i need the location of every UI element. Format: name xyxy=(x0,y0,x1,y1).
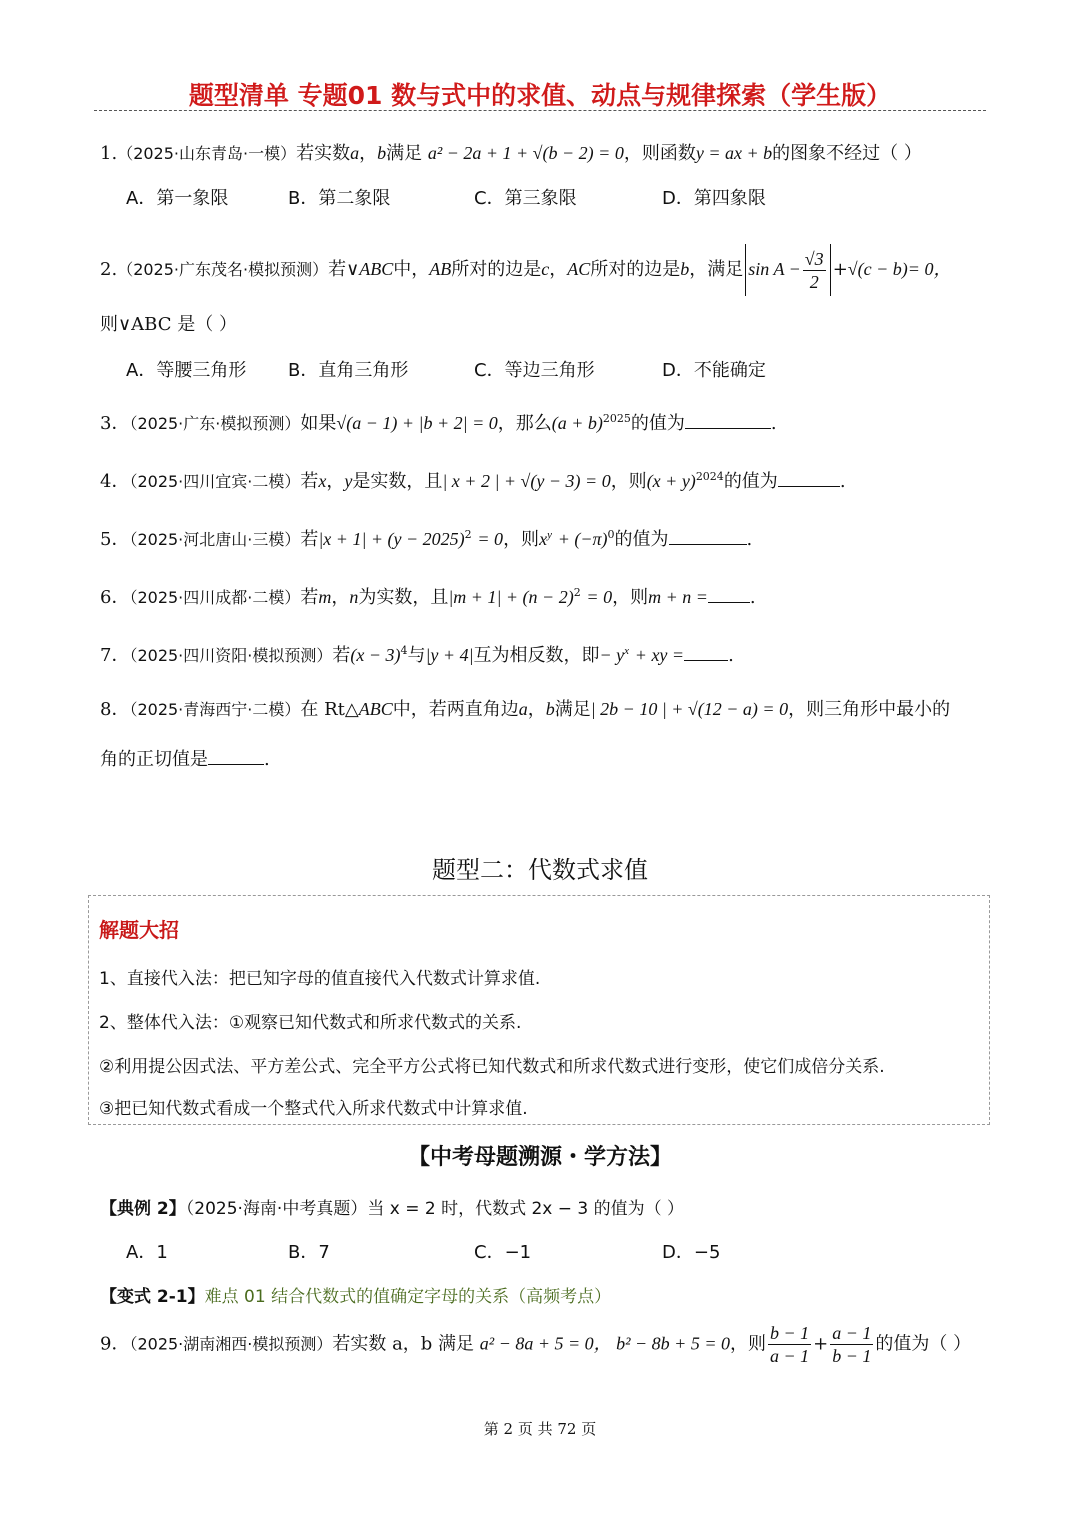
question-text: 若 xyxy=(300,587,319,608)
question-number: 9． xyxy=(100,1333,130,1355)
question-number: 8． xyxy=(100,699,130,720)
question-text: 所对的边是 xyxy=(451,259,542,280)
question-source: （2025·四川资阳·模拟预测） xyxy=(129,646,333,665)
math-expression: (x − 3) xyxy=(350,645,401,665)
math-expression: + (−π) xyxy=(557,529,608,549)
math-expression: m + n = xyxy=(648,587,708,607)
question-text: 满足 xyxy=(386,143,423,164)
abs-bar-left xyxy=(745,244,746,296)
math-expression: (x + y) xyxy=(646,471,696,491)
math-exponent: 2 xyxy=(464,528,472,541)
question-source: （2025·四川成都·二模） xyxy=(129,588,301,607)
abs-bar-right xyxy=(830,244,831,296)
question-source: （2025·河北唐山·三模） xyxy=(129,530,301,549)
answer-blank[interactable] xyxy=(208,746,264,765)
question-source: （2025·山东青岛·一模） xyxy=(117,144,297,163)
math-expression: − y xyxy=(599,645,625,665)
math-exponent: 2 xyxy=(573,586,581,599)
question-text: ，则函数 xyxy=(623,143,696,164)
example-source: （2025·海南·中考真题） xyxy=(185,1199,368,1219)
math-expression: | x + 2 | + √(y − 3) = 0 xyxy=(442,471,611,491)
question-text: 的值为 xyxy=(614,529,669,550)
fraction-denominator: 2 xyxy=(809,271,819,292)
math-expression: √(c − b) xyxy=(847,259,908,279)
math-exponent: 0 xyxy=(607,528,615,541)
question-text: 所对的边是 xyxy=(590,259,681,280)
math-var: x xyxy=(318,471,327,491)
question-text: 互为相反数，即 xyxy=(473,645,600,666)
question-text: 若∨ xyxy=(328,259,360,280)
question-text: 的值为 xyxy=(630,413,685,434)
question-text: ， xyxy=(359,143,378,164)
math-var: ABC xyxy=(358,699,393,719)
question-9 xyxy=(100,1322,971,1367)
question-text: ，则 xyxy=(729,1333,766,1355)
variant-text: 难点 01 结合代数式的值确定字母的关系（高频考点） xyxy=(204,1287,612,1307)
math-var: AB xyxy=(429,259,452,279)
math-expression: a² − 2a + 1 + √(b − 2) = 0 xyxy=(427,143,624,163)
fraction-sqrt3-over-2 xyxy=(803,248,826,293)
option-c[interactable]: C．第三象限 xyxy=(474,188,577,209)
example-2 xyxy=(100,1194,684,1219)
question-text: ，则 xyxy=(503,529,540,550)
math-var: b xyxy=(680,259,690,279)
option-d[interactable]: D．−5 xyxy=(662,1242,721,1263)
math-var: n xyxy=(349,587,359,607)
math-expression: √(a − 1) + |b + 2| = 0 xyxy=(336,413,498,433)
question-text: ，那么 xyxy=(497,413,552,434)
question-text: . xyxy=(839,471,846,492)
question-text: 中， xyxy=(393,259,430,280)
question-7 xyxy=(100,638,734,669)
math-var: m xyxy=(318,587,332,607)
example-label: 【典例 2】 xyxy=(100,1199,186,1219)
math-var: a xyxy=(518,699,528,719)
fraction-numerator: b − 1 xyxy=(769,1323,810,1343)
option-a[interactable]: A．1 xyxy=(126,1242,168,1263)
option-d[interactable]: D．第四象限 xyxy=(662,188,766,209)
question-text: ，则 xyxy=(610,471,647,492)
tip-3: ②利用提公因式法、平方差公式、完全平方公式将已知代数式和所求代数式进行变形，使它们成倍分关系. xyxy=(99,1057,885,1077)
math-expression: = 0 xyxy=(586,587,613,607)
question-number: 2. xyxy=(100,259,118,280)
question-text: 的值为（ ） xyxy=(875,1333,972,1355)
question-2-line2: 则∨ABC 是（ ） xyxy=(100,314,237,335)
question-text: 的图象不经过（ ） xyxy=(772,143,922,164)
math-expression: x xyxy=(539,529,548,549)
math-expression: sin A − xyxy=(748,259,801,279)
question-text: ， xyxy=(326,471,345,492)
question-text: . xyxy=(264,749,270,770)
question-5 xyxy=(100,522,752,553)
question-6 xyxy=(100,580,756,611)
math-expression: | 2b − 10 | + √(12 − a) = 0 xyxy=(590,699,789,719)
question-text: 若 xyxy=(300,529,319,550)
math-var: c xyxy=(541,259,550,279)
question-4 xyxy=(100,464,846,495)
math-var: a xyxy=(350,143,360,163)
option-b[interactable]: B．第二象限 xyxy=(288,188,391,209)
question-text: . xyxy=(770,413,777,434)
fraction-numerator: a − 1 xyxy=(832,1323,872,1343)
question-text: ，满足 xyxy=(689,259,744,280)
question-number: 6． xyxy=(100,587,130,608)
question-2 xyxy=(100,244,951,296)
math-expression: + xy = xyxy=(634,645,685,665)
math-var: y xyxy=(344,471,353,491)
question-text: ，则 xyxy=(612,587,649,608)
question-text: . xyxy=(746,529,753,550)
question-text: ， xyxy=(527,699,546,720)
math-operator: + xyxy=(813,1333,829,1355)
question-source: （2025·广东·模拟预测） xyxy=(129,414,301,433)
math-exponent: y xyxy=(547,529,552,541)
question-text: 为实数，且 xyxy=(358,587,449,608)
option-a[interactable]: A．等腰三角形 xyxy=(126,360,247,381)
math-var: ABC xyxy=(359,259,394,279)
tip-4: ③把已知代数式看成一个整式代入所求代数式中计算求值. xyxy=(99,1099,528,1119)
section-title: 题型二：代数式求值 xyxy=(432,856,648,884)
answer-blank[interactable] xyxy=(685,410,771,429)
question-3 xyxy=(100,406,777,437)
math-operator: + xyxy=(832,259,848,280)
question-text: 若 xyxy=(300,471,319,492)
fraction-2 xyxy=(830,1322,873,1367)
question-text: ， xyxy=(331,587,350,608)
answer-blank[interactable] xyxy=(669,526,747,545)
question-text: 若实数 xyxy=(296,143,351,164)
question-text: ， xyxy=(549,259,568,280)
question-source: （2025·青海西宁·二模） xyxy=(129,700,301,719)
option-c[interactable]: C．等边三角形 xyxy=(474,360,595,381)
question-number: 5． xyxy=(100,529,130,550)
question-text: . xyxy=(749,587,756,608)
math-expression: y = ax + b xyxy=(695,143,773,163)
math-var: AC xyxy=(567,259,591,279)
fraction-numerator: √3 xyxy=(804,248,824,269)
math-exponent: x xyxy=(624,645,630,657)
example-text: 当 x = 2 时，代数式 2x − 3 的值为（ ） xyxy=(367,1199,685,1219)
answer-blank[interactable] xyxy=(684,642,728,661)
math-exponent: 2025 xyxy=(602,412,631,425)
question-text: 若实数 a，b 满足 xyxy=(332,1333,475,1355)
question-text: 与 xyxy=(407,645,426,666)
option-c[interactable]: C．−1 xyxy=(474,1242,532,1263)
fraction-denominator: a − 1 xyxy=(769,1346,810,1366)
math-var: b xyxy=(545,699,555,719)
math-expression: a² − 8a + 5 = 0， b² − 8b + 5 = 0 xyxy=(479,1333,730,1354)
fraction-1 xyxy=(768,1322,811,1367)
answer-blank[interactable] xyxy=(778,468,840,487)
question-text: 若 xyxy=(332,645,351,666)
option-b[interactable]: B．7 xyxy=(288,1242,330,1263)
tips-header: 解题大招 xyxy=(99,918,179,942)
math-expression: = 0， xyxy=(907,259,952,279)
math-var: b xyxy=(377,143,387,163)
question-8 xyxy=(100,696,950,723)
question-text: 是实数，且 xyxy=(352,471,443,492)
math-exponent: 4 xyxy=(400,644,408,657)
question-text: 在 Rt△ xyxy=(300,699,359,720)
question-text: ，则三角形中最小的 xyxy=(788,699,951,720)
question-1 xyxy=(100,140,922,167)
question-text: . xyxy=(728,645,734,666)
question-number: 7． xyxy=(100,645,130,666)
math-expression: = 0 xyxy=(477,529,504,549)
question-text: 角的正切值是 xyxy=(100,749,208,770)
math-expression: |m + 1| + (n − 2) xyxy=(448,587,574,607)
question-text: 的值为 xyxy=(723,471,778,492)
math-exponent: 2024 xyxy=(695,470,724,483)
variant-label: 【变式 2-1】 xyxy=(100,1287,205,1307)
question-8-line2 xyxy=(100,746,270,773)
tip-1: 1、直接代入法：把已知字母的值直接代入代数式计算求值. xyxy=(99,969,541,989)
question-source: （2025·湖南湘西·模拟预测） xyxy=(129,1334,333,1354)
math-expression: |y + 4| xyxy=(425,645,474,665)
option-b[interactable]: B．直角三角形 xyxy=(288,360,409,381)
variant-2-1 xyxy=(100,1282,611,1307)
question-source: （2025·广东茂名·模拟预测） xyxy=(117,260,329,279)
tips-box xyxy=(88,895,990,1125)
fraction-denominator: b − 1 xyxy=(832,1346,872,1366)
question-text: 如果 xyxy=(300,413,337,434)
subsection-title: 【中考母题溯源・学方法】 xyxy=(407,1145,672,1170)
page-title: 题型清单 专题01 数与式中的求值、动点与规律探索（学生版） xyxy=(188,81,892,110)
question-source: （2025·四川宜宾·二模） xyxy=(129,472,301,491)
question-number: 4． xyxy=(100,471,130,492)
math-expression: |x + 1| + (y − 2025) xyxy=(318,529,465,549)
title-divider xyxy=(94,110,986,111)
tip-2: 2、整体代入法：①观察已知代数式和所求代数式的关系. xyxy=(99,1013,522,1033)
question-number: 3． xyxy=(100,413,130,434)
question-text: 满足 xyxy=(554,699,591,720)
answer-blank[interactable] xyxy=(708,584,750,603)
page-footer: 第 2 页 共 72 页 xyxy=(483,1420,597,1438)
option-a[interactable]: A．第一象限 xyxy=(126,188,229,209)
option-d[interactable]: D．不能确定 xyxy=(662,360,766,381)
question-text: 中，若两直角边 xyxy=(392,699,519,720)
question-number: 1. xyxy=(100,143,118,164)
math-expression: (a + b) xyxy=(551,413,603,433)
